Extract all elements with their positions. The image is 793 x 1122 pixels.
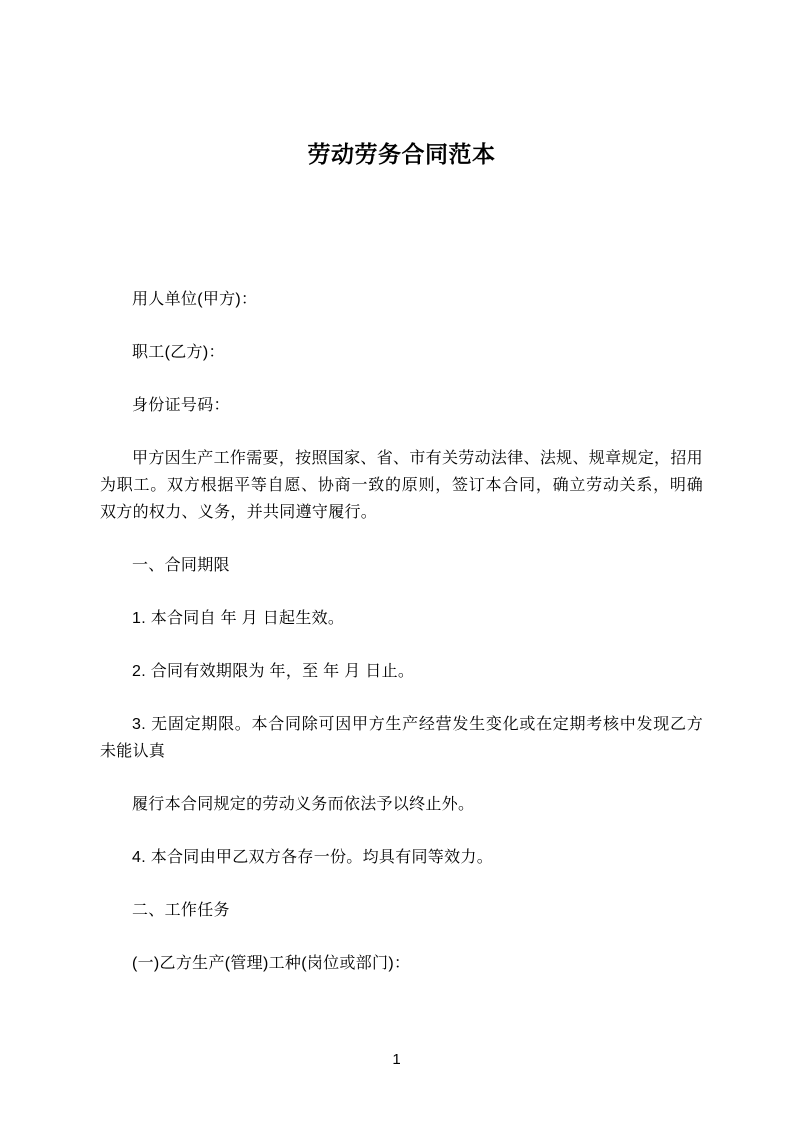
field-party-a: 用人单位(甲方)：: [132, 291, 258, 308]
page-number: 1: [392, 1051, 401, 1068]
field-party-b: 职工(乙方)：: [132, 344, 225, 361]
field-id-number: 身份证号码：: [132, 397, 230, 414]
clause-2-1: (一)乙方生产(管理)工种(岗位或部门)：: [132, 955, 411, 972]
document-title: 劳动劳务合同范本: [307, 141, 496, 167]
section-2-heading: 二、工作任务: [132, 902, 230, 919]
clause-1-2: 2. 合同有效期限为 年，至 年 月 日止。: [132, 663, 415, 680]
section-1-heading: 一、合同期限: [132, 557, 230, 574]
clause-1-3: 3. 无固定期限。本合同除可因甲方生产经营发生变化或在定期考核中发现乙方未能认真: [100, 716, 703, 760]
clause-1-1: 1. 本合同自 年 月 日起生效。: [132, 610, 345, 627]
clause-1-4: 4. 本合同由甲乙双方各存一份。均具有同等效力。: [132, 849, 493, 866]
intro-paragraph: 甲方因生产工作需要，按照国家、省、市有关劳动法律、法规、规章规定，招用为职工。双方根据平等自愿、协商一致的原则，签订本合同，确立劳动关系，明确双方的权力、义务，并共同遵守履行。: [100, 450, 703, 521]
clause-1-3-continued: 履行本合同规定的劳动义务而依法予以终止外。: [132, 796, 475, 813]
document-body: [100, 286, 703, 977]
